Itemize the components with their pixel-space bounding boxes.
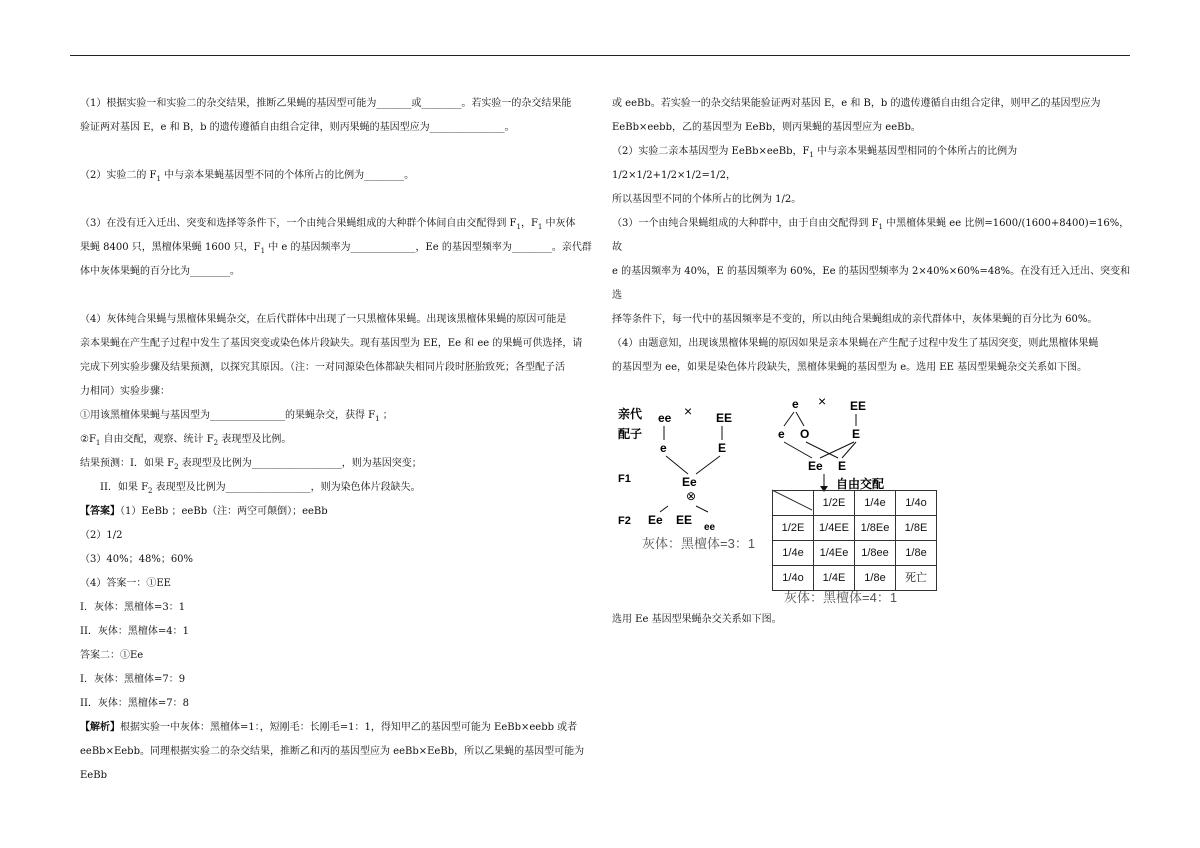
gamete-label: 配子 [618, 427, 643, 441]
right-line8: （4）由题意知，出现该黑檀体果蝇的原因如果是亲本果蝇在产生配子过程中发生了基因突变，则此黑檀体果蝇 [612, 338, 1099, 349]
table-cell [773, 491, 814, 516]
q3-line3: 体中灰体果蝇的百分比为________。 [80, 266, 240, 277]
right-line6: e 的基因频率为 40%，E 的基因频率为 60%，Ee 的基因型频率为 2×40%×60%=48%。在没有迁入迁出、突变和选 [612, 266, 1131, 301]
table-cell: 1/8ee [855, 541, 896, 566]
left-f2b: EE [676, 513, 693, 527]
self-symbol: ⊗ [686, 489, 697, 503]
q3-line2: 果蝇 8400 只，黑檀体果蝇 1600 只，$F_1$ 中 e 的基因频率为_____________，Ee 的基因型频率为________。亲代群 [80, 242, 592, 255]
right-g1: e [778, 427, 785, 441]
answer-7: 答案二：①Ee [80, 650, 144, 661]
q2: （2）实验二的 $F_1$ 中与亲本果蝇基因型不同的个体所占的比例为________。 [80, 170, 415, 183]
table-cell: 1/2E [773, 516, 814, 541]
left-arrow-6 [696, 506, 708, 512]
left-f2a: Ee [648, 513, 663, 527]
analysis-1: 【解析】根据实验一中灰体：黑檀体=1：，短刚毛：长刚毛=1：1，得知甲乙的基因型可能为 EeBb×eebb 或者 [80, 722, 578, 733]
parent-label: 亲代 [618, 407, 643, 421]
left-ratio: 灰体：黑檀体=3：1 [642, 536, 756, 551]
answer-3: （3）40%；48%；60% [80, 554, 194, 565]
right-line7: 择等条件下，每一代中的基因频率是不变的，所以由纯合果蝇组成的亲代群体中，灰体果蝇的百分比为 60%。 [612, 314, 1098, 325]
answer-8: I．灰体：黑檀体=7：9 [80, 674, 186, 685]
table-row [773, 491, 937, 516]
f2-label: F2 [618, 515, 631, 527]
left-column [80, 92, 592, 788]
answer-9: II．灰体：黑檀体=7：8 [80, 698, 190, 709]
gamete-table [772, 490, 937, 591]
answer-5: I．灰体：黑檀体=3：1 [80, 602, 186, 613]
step2: $②F_1$ 自由交配，观察、统计 $F_2$ 表现型及比例。 [80, 434, 292, 447]
left-arrow-4 [696, 456, 720, 474]
right-arrow-1 [784, 412, 794, 426]
prediction-2: II．如果 $F_2$ 表现型及比例为_________________，则为染色体片段缺失。 [100, 482, 421, 495]
right-p1: e [792, 397, 799, 411]
answer-4: （4）答案一：①EE [80, 578, 171, 589]
prediction-1: 结果预测：I．如果 $F_2$ 表现型及比例为__________________，则为基因突变； [80, 458, 422, 471]
right-f1a: Ee [808, 459, 823, 473]
step1: ①用该黑檀体果蝇与基因型为_______________的果蝇杂交，获得 $F_1$ ； [80, 410, 393, 423]
answer-1: 【答案】（1）EeBb ；eeBb（注：两空可颠倒）；eeBb [80, 506, 328, 517]
right-ratio: 灰体：黑檀体=4：1 [784, 590, 898, 605]
left-g1: e [660, 441, 667, 455]
left-f1: Ee [682, 475, 697, 489]
right-line3: （2）实验二亲本基因型为 EeBb×eeBb，$F_1$ 中与亲本果蝇基因型相同的个体所占的比例为 1/2×1/2+1/2×1/2=1/2， [612, 146, 1018, 181]
left-f2c: ee [704, 522, 716, 533]
table-cell: 1/4e [855, 491, 896, 516]
answer-6: II．灰体：黑檀体=4：1 [80, 626, 190, 637]
table-row [773, 516, 937, 541]
right-line4: 所以基因型不同的个体所占的比例为 1/2。 [612, 194, 802, 205]
free-mating-label: 自由交配 [836, 477, 885, 491]
q4-line2: 亲本果蝇在产生配子过程中发生了基因突变或染色体片段缺失。现有基因型为 EE，Ee 和 ee 的果蝇可供选择，请 [80, 338, 583, 349]
right-arrow-5 [806, 442, 838, 458]
right-arrow-4 [784, 442, 812, 458]
table-cell: 1/8e [855, 566, 896, 591]
q1-line1: （1）根据实验一和实验二的杂交结果，推断乙果蝇的基因型可能为_______或________。若实验一的杂交结果能 [80, 98, 572, 109]
right-arrow-2 [796, 412, 804, 426]
table-cell: 1/4o [896, 491, 937, 516]
left-g2: E [718, 441, 727, 455]
q4-line3: 完成下列实验步骤及结果预测，以探究其原因。（注：一对同源染色体都缺失相同片段时胚胎致死；各型配子活 [80, 362, 565, 373]
left-arrow-5 [660, 506, 668, 512]
table-cell: 1/4e [773, 541, 814, 566]
table-row [773, 541, 937, 566]
right-f1b: E [838, 459, 847, 473]
table-cell: 1/4EE [814, 516, 855, 541]
right-line2: EeBb×eebb，乙的基因型为 EeBb，则丙果蝇的基因型应为 eeBb。 [612, 122, 921, 133]
cross-diagram [612, 388, 972, 608]
table-row [773, 566, 937, 591]
table-cell: 1/2E [814, 491, 855, 516]
left-p1: ee [658, 411, 672, 425]
figure-caption: 选用 Ee 基因型果蝇杂交关系如下图。 [612, 614, 782, 625]
header-rule [70, 55, 1130, 56]
right-g2: O [800, 427, 810, 441]
table-cell: 1/4Ee [814, 541, 855, 566]
right-line9: 的基因型为 ee，如果是染色体片段缺失，黑檀体果蝇的基因型为 e。选用 EE 基因型果蝇杂交关系如下图。 [612, 362, 1088, 373]
table-cell: 1/4E [814, 566, 855, 591]
q4-line4: 力相同）实验步骤： [80, 386, 170, 397]
table-cell: 1/8Ee [855, 516, 896, 541]
table-cell: 1/8e [896, 541, 937, 566]
table-cell: 1/4o [773, 566, 814, 591]
table-cell: 死亡 [896, 566, 937, 591]
q4-line1: （4）灰体纯合果蝇与黑檀体果蝇杂交，在后代群体中出现了一只黑檀体果蝇。出现该黑檀体果蝇的原因可能是 [80, 314, 567, 325]
right-cross: × [818, 393, 827, 409]
right-line1: 或 eeBb。若实验一的杂交结果能验证两对基因 E，e 和 B，b 的遗传遵循自由组合定律，则甲乙的基因型应为 [612, 98, 1101, 109]
left-arrow-3 [666, 456, 688, 474]
right-p2: EE [850, 399, 867, 413]
right-g3: E [852, 427, 861, 441]
right-line5: （3）一个由纯合果蝇组成的大种群中，由于自由交配得到 $F_1$ 中黑檀体果蝇 ee 比例=1600/(1600+8400)=16%，故 [612, 218, 1130, 253]
right-column [612, 92, 1132, 632]
left-cross: × [684, 403, 693, 419]
f1-label: F1 [618, 473, 631, 485]
left-p2: EE [716, 411, 733, 425]
answer-2: （2）1/2 [80, 530, 123, 541]
analysis-2: eeBb×Eebb。同理根据实验二的杂交结果，推断乙和丙的基因型应为 eeBb×EeBb，所以乙果蝇的基因型可能为 EeBb [80, 746, 585, 781]
q1-line2: 验证两对基因 E，e 和 B，b 的遗传遵循自由组合定律，则丙果蝇的基因型应为_______________。 [80, 122, 515, 133]
q3-line1: （3）在没有迁入迁出、突变和选择等条件下，一个由纯合果蝇组成的大种群个体间自由交配得到 $F_1$，$F_1$ 中灰体 [80, 218, 576, 231]
table-cell: 1/8E [896, 516, 937, 541]
